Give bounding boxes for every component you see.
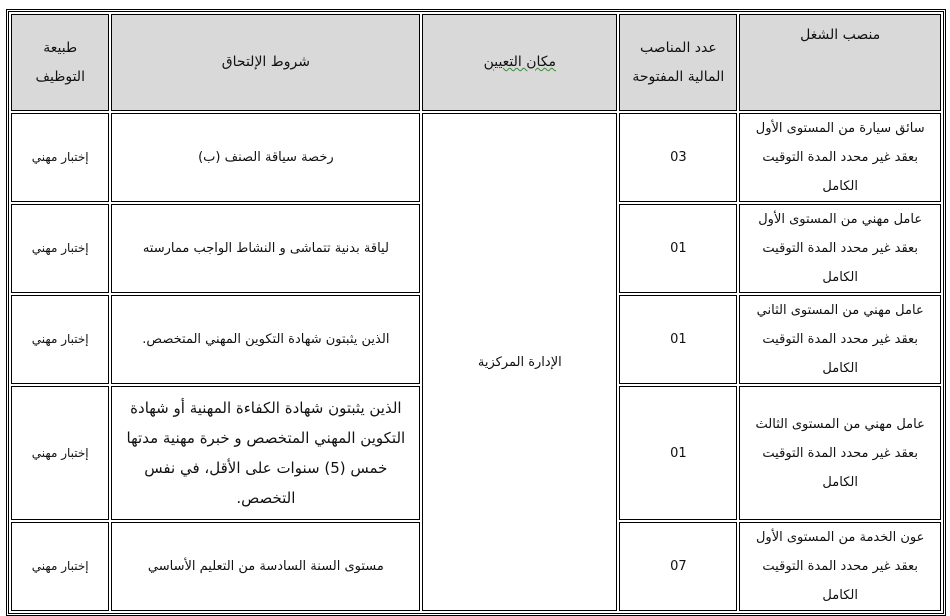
count-cell: 03: [619, 113, 737, 202]
header-row: [11, 14, 941, 111]
count-cell: 07: [619, 522, 737, 611]
table-row: [11, 113, 941, 202]
position-cell: عامل مهني من المستوى الثالث بعقد غير محدد المدة التوقيت الكامل: [739, 386, 941, 520]
type-cell: إختبار مهني: [11, 113, 109, 202]
count-cell: 01: [619, 204, 737, 293]
header-conditions: شروط الإلتحاق: [111, 14, 420, 111]
header-location: [422, 14, 617, 111]
conditions-cell: لياقة بدنية تتماشى و النشاط الواجب ممارسته: [111, 204, 420, 293]
type-cell: إختبار مهني: [11, 522, 109, 611]
position-cell: عامل مهني من المستوى الأول بعقد غير محدد المدة التوقيت الكامل: [739, 204, 941, 293]
header-location-text: مكان التعيين: [483, 54, 557, 70]
type-cell: إختبار مهني: [11, 295, 109, 384]
position-cell: عامل مهني من المستوى الثاني بعقد غير محدد المدة التوقيت الكامل: [739, 295, 941, 384]
type-cell: إختبار مهني: [11, 204, 109, 293]
header-type: طبيعة التوظيف: [11, 14, 109, 111]
conditions-cell: رخصة سياقة الصنف (ب): [111, 113, 420, 202]
location-cell: الإدارة المركزية: [422, 113, 617, 611]
conditions-cell: مستوى السنة السادسة من التعليم الأساسي: [111, 522, 420, 611]
count-cell: 01: [619, 295, 737, 384]
recruitment-table: [6, 9, 946, 616]
conditions-cell: الذين يثبتون شهادة الكفاءة المهنية أو شهادة التكوين المهني المتخصص و خبرة مهنية مدتها خمس (5) سنوات على الأقل، في نفس التخصص.: [111, 386, 420, 520]
position-cell: سائق سيارة من المستوى الأول بعقد غير محدد المدة التوقيت الكامل: [739, 113, 941, 202]
header-position: منصب الشغل: [739, 14, 941, 111]
header-count: عدد المناصب المالية المفتوحة: [619, 14, 737, 111]
position-cell: عون الخدمة من المستوى الأول بعقد غير محدد المدة التوقيت الكامل: [739, 522, 941, 611]
count-cell: 01: [619, 386, 737, 520]
conditions-cell: الذين يثبتون شهادة التكوين المهني المتخصص.: [111, 295, 420, 384]
type-cell: إختبار مهني: [11, 386, 109, 520]
